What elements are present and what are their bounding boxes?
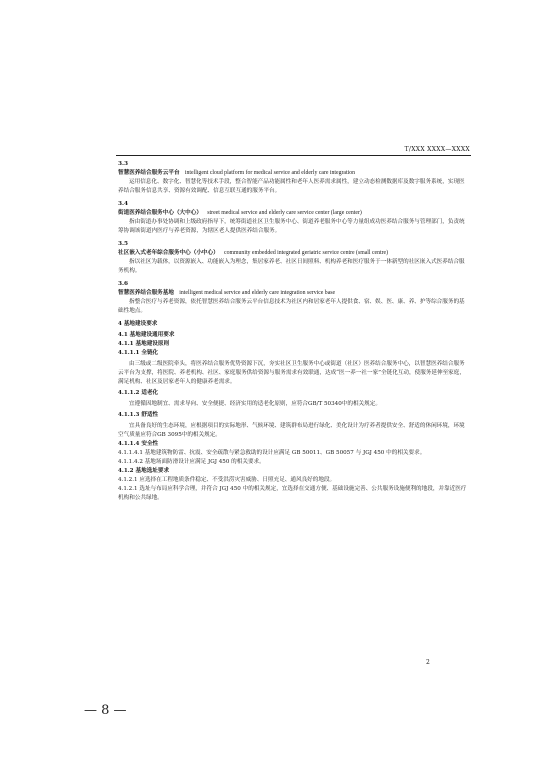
- clause-number: 3.4: [118, 201, 129, 207]
- section-4-1-title: 4.1 基地建设通用要求: [118, 332, 175, 338]
- term-3-4: [118, 200, 470, 236]
- section-4-1-2-title: 4.1.2 基地选址要求: [118, 468, 170, 474]
- term-cn: 社区嵌入式老年综合服务中心（小中心）: [118, 250, 219, 256]
- term-definition: 运用信息化、数字化、智慧化等技术手段，整合智能产品功能属性和老年人医养需求属性，建立动态检测数据库及数字服务系统，实现医养结合服务信息共享、资源有效调配、信息互联互通的服务平台。: [118, 179, 465, 194]
- term-3-3: [118, 160, 470, 196]
- clause-number: 3.5: [118, 241, 129, 247]
- clause-4-1-1-2-text: 宜遵循因地制宜、需求导向、安全便捷、经济实用的适老化原则，应符合GB/T 50340中的相关规定。: [129, 401, 381, 407]
- term-definition: 指整合医疗与养老资源，依托智慧医养结合服务云平台信息技术为社区内和居家老年人提供食、宿、娱、医、康、养、护等综合服务的基础性地点。: [118, 299, 465, 314]
- clause-4-1-2-1: 4.1.2.1 应选择在工程地质条件稳定、不受洪涝灾害威胁、日照充足、通风良好的地段。: [118, 477, 336, 483]
- section-4-1-1-title: 4.1.1 基地建设原则: [118, 341, 170, 347]
- document-body: [118, 160, 470, 503]
- clause-4-1-1-3-text: 宜具备良好的生态环境，应根据项目的实际地形、气候环境、建筑群布局进行绿化、美化设计为疗养者提供安全、舒适的休闲环境，环境空气质量应符合GB 3095中的相关规定。: [118, 423, 465, 438]
- term-en: community embedded integrated geriatric service centre (small centre): [224, 250, 389, 256]
- term-en: intelligent cloud platform for medical service and elderly care integration: [184, 170, 356, 176]
- clause-4-1-2-1b: 4.1.2.1 选址与布局应科学合理，并符合 JGJ 450 中的相关规定，宜选择在交通方便、基础设施完善、公共服务设施便利的地段，并靠近医疗机构和公共绿地。: [118, 486, 467, 501]
- term-definition: 指由街道办事处协调和上级政府指导下，统筹街道社区卫生服务中心、街道养老服务中心等力量组成功医养结合服务与管理部门，负责统筹协调该街道内医疗与养老资源，为辖区老人提供医养结合服务。: [118, 219, 465, 234]
- clause-number: 3.6: [118, 281, 129, 287]
- clause-4-1-1-4-2: 4.1.1.4.2 基地场面防滑设计应满足 JGJ 450 的相关要求。: [118, 459, 265, 465]
- term-cn: 街道医养结合服务中心（大中心）: [118, 210, 202, 216]
- term-definition: 指以社区为载体，以资源嵌入、功能嵌入为理念，集居家养老、社区日间照料、机构养老和医疗服务于一体新型的社区嵌入式医养结合服务机构。: [118, 259, 465, 274]
- clause-4-1-1-1-title: 4.1.1.1 全链化: [118, 350, 159, 356]
- term-en: street medical service and elderly care service center (large center): [207, 210, 362, 216]
- standard-number: T/XXX XXXX—XXXX: [404, 146, 470, 153]
- term-cn: 智慧医养结合服务基地: [118, 290, 174, 296]
- term-cn: 智慧医养结合服务云平台: [118, 170, 180, 176]
- clause-number: 3.3: [118, 161, 129, 167]
- clause-4-1-1-3-title: 4.1.1.3 舒适性: [118, 412, 159, 418]
- clause-4-1-1-1-text: 由三级或二级医院牵头，将医养结合服务优势资源下沉，夯实社区卫生服务中心或街道（社区）医养结合服务中心，以智慧医养结合服务云平台为支撑，将医院、养老机构、社区、家庭服务供给资源与服务需求有效联通，达成“医一养一社一家”全链化互动，使服务延伸至家庭，满足机构、社区及居家老年人的健康养老需求。: [118, 361, 465, 385]
- term-3-5: [118, 240, 470, 276]
- chapter-4-title: 4 基地建设要求: [118, 321, 158, 327]
- term-3-6: [118, 280, 470, 316]
- print-folio: — 8 —: [84, 703, 127, 718]
- clause-4-1-1-4-title: 4.1.1.4 安全性: [118, 441, 159, 447]
- header-rule: [116, 155, 471, 156]
- term-en: intelligent medical service and elderly care integration service base: [179, 290, 336, 296]
- clause-4-1-1-2-title: 4.1.1.2 适老化: [118, 390, 159, 396]
- clause-4-1-1-4-1: 4.1.1.4.1 基地建筑物防雷、抗震、安全疏散与紧急救助的设计应满足 GB 50011、GB 50057 与 JGJ 450 中的相关要求。: [118, 450, 426, 456]
- page-number: 2: [426, 659, 430, 666]
